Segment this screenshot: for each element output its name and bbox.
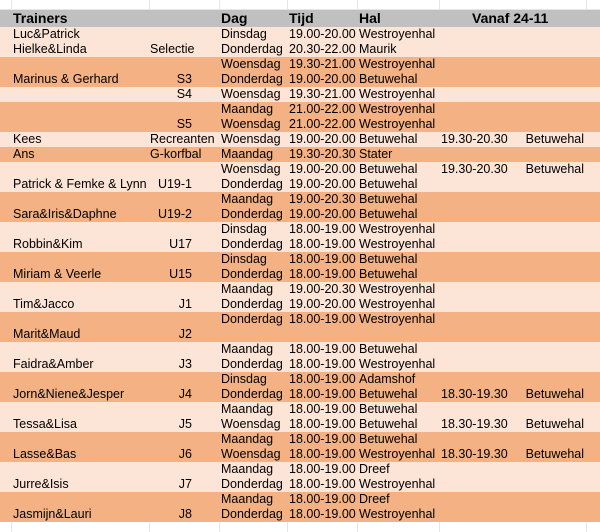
hall-cell[interactable]: Westroyenhal [359,117,436,131]
new-time-cell[interactable]: 18.30-19.30 [441,417,508,431]
table-row [0,267,600,282]
new-hall-cell[interactable] [498,147,584,162]
new-hall-cell[interactable] [498,432,584,447]
day-cell[interactable]: Donderdag [221,207,283,221]
new-hall-cell[interactable] [498,117,584,132]
time-cell[interactable]: 18.00-19.00 [289,507,356,521]
time-cell[interactable]: 18.00-19.00 [289,402,356,416]
hall-cell[interactable]: Betuwehal [359,177,418,191]
time-cell[interactable]: 18.00-19.00 [289,252,356,266]
time-cell[interactable]: 19.00-20.30 [289,282,356,296]
day-cell[interactable]: Maandag [221,492,274,506]
group-cell[interactable] [150,402,192,417]
trainer-cell[interactable]: Tessa&Lisa [13,417,77,431]
new-hall-cell[interactable] [498,27,584,42]
table-row [0,177,600,192]
hall-cell[interactable]: Stater [359,147,393,161]
table-row [0,357,600,372]
day-cell[interactable]: Donderdag [221,237,283,251]
hall-cell[interactable]: Betuwehal [359,267,418,281]
table-row [0,282,600,297]
group-cell[interactable]: J2 [178,327,192,341]
time-cell[interactable]: 18.00-19.00 [289,372,356,386]
new-time-cell[interactable]: 18.30-19.30 [441,387,508,401]
table-row [0,192,600,207]
time-cell[interactable]: 19.30-20.30 [289,147,356,161]
trainer-cell[interactable]: Lasse&Bas [13,447,77,461]
group-cell[interactable]: J8 [178,507,192,521]
day-cell[interactable]: Donderdag [221,387,283,401]
table-row [0,432,600,447]
hall-cell[interactable]: Westroyenhal [359,447,436,461]
new-hall-cell[interactable] [498,72,584,87]
header-vanaf[interactable]: Vanaf 24-11 [472,10,549,26]
group-cell[interactable] [150,192,192,207]
group-cell[interactable] [150,282,192,297]
day-cell[interactable]: Woensdag [221,417,281,431]
time-cell[interactable]: 19.00-20.00 [289,72,356,86]
day-cell[interactable]: Dinsdag [221,27,267,41]
hall-cell[interactable]: Betuwehal [359,417,418,431]
group-cell[interactable]: U19-2 [157,207,192,221]
time-cell[interactable]: 18.00-19.00 [289,222,356,236]
day-cell[interactable]: Maandag [221,102,274,116]
table-row [0,222,600,237]
table-row [0,72,600,87]
new-hall-cell[interactable] [498,42,584,57]
new-hall-cell[interactable] [498,282,584,297]
table-row [0,312,600,327]
group-cell[interactable] [150,252,192,267]
hall-cell[interactable]: Betuwehal [359,72,418,86]
new-hall-cell[interactable] [498,477,584,492]
new-hall-cell[interactable] [498,297,584,312]
new-hall-cell[interactable] [498,267,584,282]
group-cell[interactable]: J1 [178,297,192,311]
header-tijd[interactable]: Tijd [289,10,314,26]
group-cell[interactable]: J6 [178,447,192,461]
new-hall-cell[interactable] [498,507,584,522]
hall-cell[interactable]: Westroyenhal [359,222,436,236]
group-cell[interactable]: J7 [178,477,192,491]
time-cell[interactable]: 18.00-19.00 [289,387,356,401]
time-cell[interactable]: 18.00-19.00 [289,342,356,356]
new-time-cell[interactable]: 18.30-19.30 [441,447,508,461]
time-cell[interactable]: 21.00-22.00 [289,117,356,131]
time-cell[interactable]: 18.00-19.00 [289,432,356,446]
hall-cell[interactable]: Betuwehal [359,192,418,206]
group-cell[interactable] [150,102,192,117]
new-hall-cell[interactable]: Betuwehal [525,162,584,176]
trainer-cell[interactable]: Hielke&Linda [13,42,87,56]
time-cell[interactable]: 19.00-20.00 [289,132,356,146]
day-cell[interactable]: Woensdag [221,132,281,146]
time-cell[interactable]: 19.00-20.00 [289,207,356,221]
group-cell[interactable]: Recreanten [150,132,215,146]
group-cell[interactable] [150,372,192,387]
table-row [0,207,600,222]
group-cell[interactable] [150,162,192,177]
day-cell[interactable]: Maandag [221,282,274,296]
new-hall-cell[interactable]: Betuwehal [525,132,584,146]
hall-cell[interactable]: Westroyenhal [359,297,436,311]
group-cell[interactable] [150,222,192,237]
time-cell[interactable]: 18.00-19.00 [289,462,356,476]
time-cell[interactable]: 18.00-19.00 [289,447,356,461]
table-row [0,87,600,102]
new-hall-cell[interactable] [498,102,584,117]
table-row [0,342,600,357]
hall-cell[interactable]: Betuwehal [359,387,418,401]
time-cell[interactable]: 19.30-21.00 [289,57,356,71]
new-hall-cell[interactable] [498,87,584,102]
time-cell[interactable]: 18.00-19.00 [289,492,356,506]
hall-cell[interactable]: Adamshof [359,372,416,386]
group-cell[interactable] [150,57,192,72]
time-cell[interactable]: 19.00-20.00 [289,177,356,191]
group-cell[interactable]: J3 [178,357,192,371]
day-cell[interactable]: Maandag [221,432,274,446]
day-cell[interactable]: Donderdag [221,357,283,371]
time-cell[interactable]: 21.00-22.00 [289,102,356,116]
new-hall-cell[interactable] [498,357,584,372]
day-cell[interactable]: Woensdag [221,162,281,176]
new-hall-cell[interactable] [498,207,584,222]
time-cell[interactable]: 19.00-20.00 [289,27,356,41]
hall-cell[interactable]: Westroyenhal [359,87,436,101]
table-row [0,327,600,342]
hall-cell[interactable]: Betuwehal [359,342,418,356]
hall-cell[interactable]: Westroyenhal [359,312,436,326]
new-hall-cell[interactable] [498,252,584,267]
trainer-cell[interactable]: Marit&Maud [13,327,81,341]
hall-cell[interactable]: Westroyenhal [359,237,436,251]
table-row [0,162,600,177]
time-cell[interactable]: 19.30-21.00 [289,87,356,101]
day-cell[interactable]: Donderdag [221,312,283,326]
day-cell[interactable]: Donderdag [221,297,283,311]
table-row [0,132,600,147]
day-cell[interactable]: Maandag [221,342,274,356]
time-cell[interactable]: 19.00-20.00 [289,297,356,311]
time-cell[interactable]: 19.00-20.30 [289,192,356,206]
hall-cell[interactable]: Betuwehal [359,252,418,266]
time-cell[interactable]: 18.00-19.00 [289,267,356,281]
new-hall-cell[interactable] [498,192,584,207]
trainer-cell[interactable]: Kees [13,132,42,146]
group-cell[interactable]: S3 [176,72,192,86]
time-cell[interactable]: 18.00-19.00 [289,357,356,371]
header-row [0,10,600,27]
table-row [0,447,600,462]
new-hall-cell[interactable]: Betuwehal [525,387,584,401]
new-hall-cell[interactable] [498,237,584,252]
group-cell[interactable] [150,312,192,327]
table-row [0,237,600,252]
group-cell[interactable]: G-korfbal [150,147,202,161]
hall-cell[interactable]: Westroyenhal [359,27,436,41]
group-cell[interactable] [150,342,192,357]
trainer-cell[interactable]: Faidra&Amber [13,357,94,371]
header-trainers[interactable]: Trainers [13,10,68,26]
trainer-cell[interactable]: Luc&Patrick [13,27,80,41]
trainer-cell[interactable]: Patrick & Femke & Lynn [13,177,147,191]
group-cell[interactable] [150,462,192,477]
table-row [0,252,600,267]
trainer-cell[interactable]: Tim&Jacco [13,297,75,311]
table-row [0,117,600,132]
table-row [0,102,600,117]
hall-cell[interactable]: Betuwehal [359,162,418,176]
day-cell[interactable]: Donderdag [221,267,283,281]
table-row [0,402,600,417]
day-cell[interactable]: Woensdag [221,447,281,461]
new-hall-cell[interactable] [498,462,584,477]
new-hall-cell[interactable]: Betuwehal [525,417,584,431]
table-row [0,492,600,507]
new-hall-cell[interactable] [498,402,584,417]
trainer-cell[interactable]: Jorn&Niene&Jesper [13,387,125,401]
day-cell[interactable]: Dinsdag [221,222,267,236]
new-hall-cell[interactable] [498,372,584,387]
group-cell[interactable]: S4 [176,87,192,101]
trainer-cell[interactable]: Jasmijn&Lauri [13,507,92,521]
group-cell[interactable] [150,27,192,42]
time-cell[interactable]: 20.30-22.00 [289,42,356,56]
hall-cell[interactable]: Westroyenhal [359,477,436,491]
table-row [0,387,600,402]
table-row [0,507,600,522]
day-cell[interactable]: Maandag [221,147,274,161]
new-hall-cell[interactable] [498,312,584,327]
hall-cell[interactable]: Betuwehal [359,432,418,446]
table-row [0,42,600,57]
group-cell[interactable]: Selectie [150,42,195,56]
table-row [0,372,600,387]
table-row [0,417,600,432]
hall-cell[interactable]: Betuwehal [359,207,418,221]
trainer-cell[interactable]: Marinus & Gerhard [13,72,119,86]
group-cell[interactable]: J5 [178,417,192,431]
day-cell[interactable]: Dinsdag [221,372,267,386]
time-cell[interactable]: 18.00-19.00 [289,477,356,491]
hall-cell[interactable]: Westroyenhal [359,282,436,296]
time-cell[interactable]: 18.00-19.00 [289,312,356,326]
new-time-cell[interactable]: 19.30-20.30 [441,132,508,146]
new-hall-cell[interactable] [498,327,584,342]
new-time-cell[interactable]: 19.30-20.30 [441,162,508,176]
hall-cell[interactable]: Betuwehal [359,132,418,146]
day-cell[interactable]: Dinsdag [221,252,267,266]
hall-cell[interactable]: Westroyenhal [359,102,436,116]
hall-cell[interactable]: Dreef [359,492,390,506]
day-cell[interactable]: Maandag [221,462,274,476]
table-row [0,297,600,312]
table-row [0,27,600,42]
day-cell[interactable]: Donderdag [221,72,283,86]
hall-cell[interactable]: Dreef [359,462,390,476]
time-cell[interactable]: 19.00-20.00 [289,162,356,176]
group-cell[interactable] [150,432,192,447]
group-cell[interactable] [150,492,192,507]
group-cell[interactable]: J4 [178,387,192,401]
day-cell[interactable]: Maandag [221,192,274,206]
hall-cell[interactable]: Westroyenhal [359,507,436,521]
day-cell[interactable]: Maandag [221,402,274,416]
new-hall-cell[interactable] [498,342,584,357]
trainer-cell[interactable]: Robbin&Kim [13,237,83,251]
new-hall-cell[interactable] [498,492,584,507]
header-hal[interactable]: Hal [359,10,381,26]
group-cell[interactable]: U19-1 [157,177,192,191]
day-cell[interactable]: Donderdag [221,42,283,56]
day-cell[interactable]: Donderdag [221,507,283,521]
trainer-cell[interactable]: Miriam & Veerle [13,267,102,281]
new-hall-cell[interactable]: Betuwehal [525,447,584,461]
time-cell[interactable]: 18.00-19.00 [289,417,356,431]
hall-cell[interactable]: Westroyenhal [359,57,436,71]
day-cell[interactable]: Donderdag [221,177,283,191]
day-cell[interactable]: Woensdag [221,87,281,101]
new-hall-cell[interactable] [498,177,584,192]
table-row [0,462,600,477]
table-row [0,57,600,72]
day-cell[interactable]: Woensdag [221,117,281,131]
trainer-cell[interactable]: Jurre&Isis [13,477,69,491]
group-cell[interactable]: S5 [176,117,192,131]
new-hall-cell[interactable] [498,222,584,237]
hall-cell[interactable]: Westroyenhal [359,357,436,371]
new-hall-cell[interactable] [498,57,584,72]
hall-cell[interactable]: Betuwehal [359,402,418,416]
table-row [0,147,600,162]
day-cell[interactable]: Woensdag [221,57,281,71]
trainer-cell[interactable]: Sara&Iris&Daphne [13,207,117,221]
trainer-cell[interactable]: Ans [13,147,35,161]
table-row [0,477,600,492]
group-cell[interactable]: U15 [169,267,192,281]
day-cell[interactable]: Donderdag [221,477,283,491]
group-cell[interactable]: U17 [169,237,192,251]
time-cell[interactable]: 18.00-19.00 [289,237,356,251]
hall-cell[interactable]: Maurik [359,42,397,56]
header-dag[interactable]: Dag [221,10,248,26]
